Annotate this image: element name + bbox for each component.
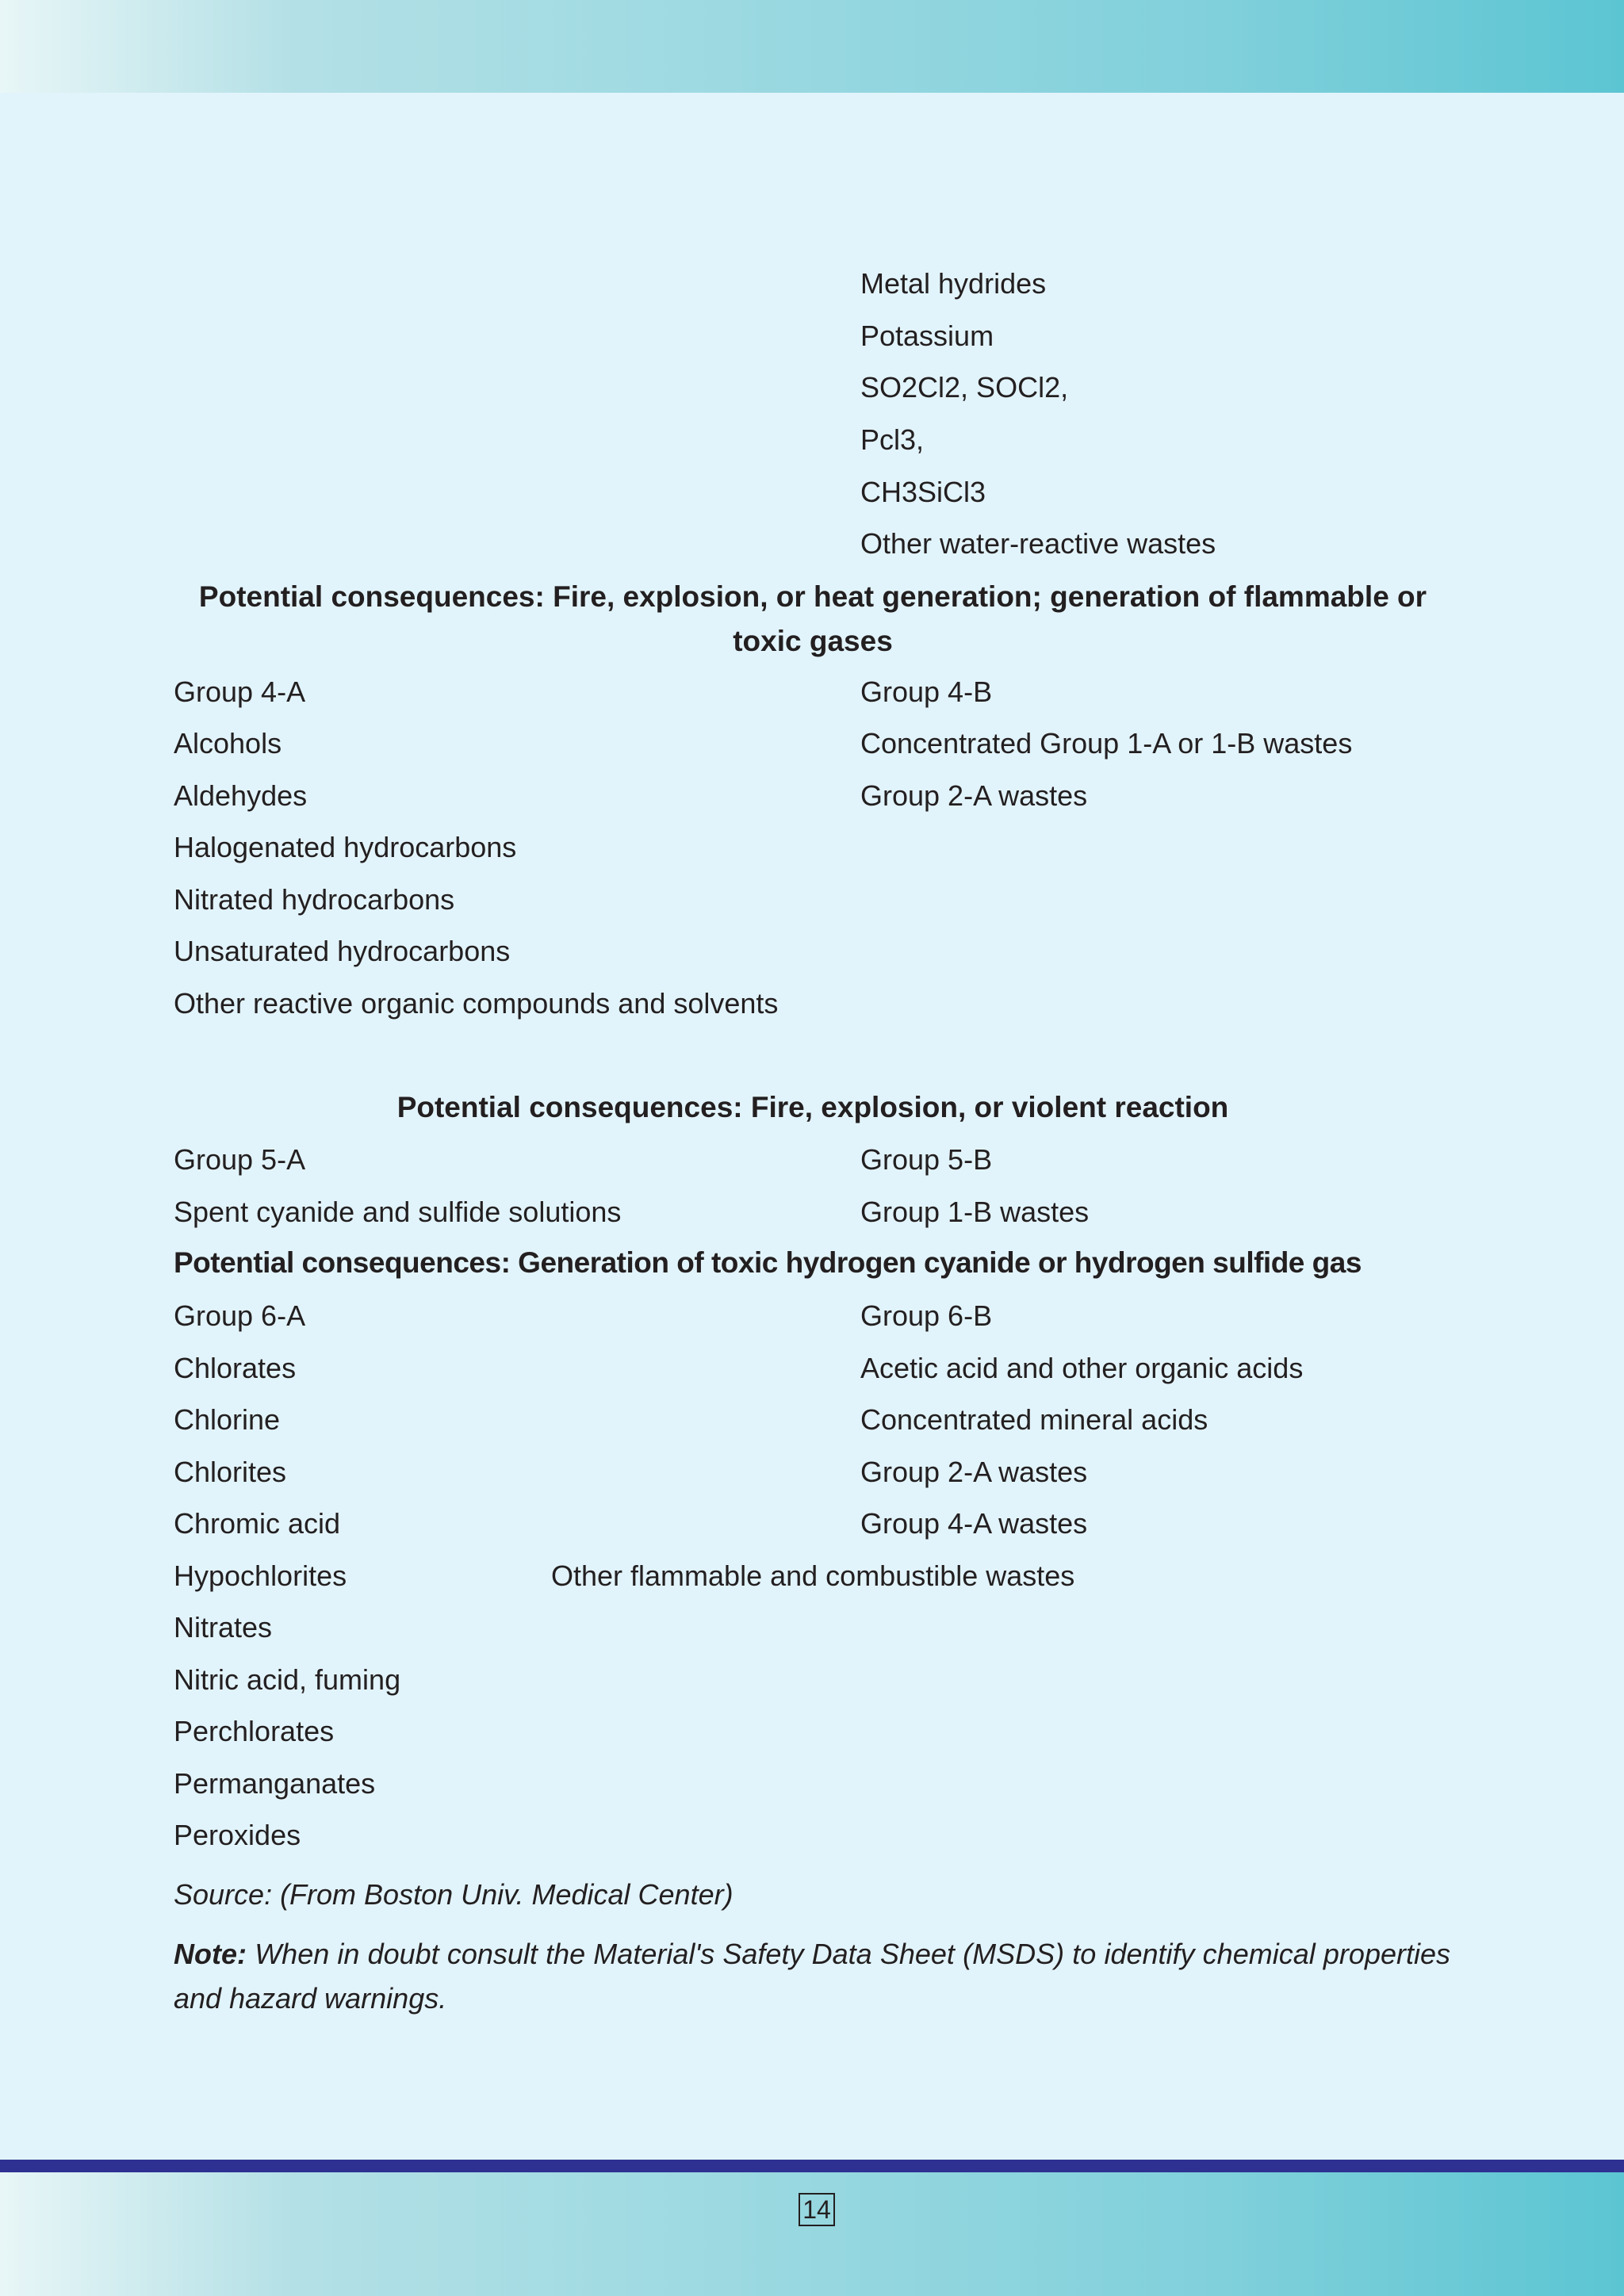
list-item: Chlorine: [174, 1403, 281, 1436]
list-item: Pcl3,: [860, 423, 925, 456]
list-item: Concentrated mineral acids: [860, 1403, 1208, 1436]
list-item: Nitrates: [174, 1611, 273, 1644]
list-item: Other water-reactive wastes: [860, 527, 1216, 560]
list-item: Group 5-B: [860, 1143, 993, 1176]
list-item: Peroxides: [174, 1819, 301, 1851]
list-item: Group 6-B: [860, 1299, 993, 1332]
list-item: Unsaturated hydrocarbons: [174, 935, 511, 967]
list-item: Group 5-A: [174, 1143, 306, 1176]
list-item: Potassium: [860, 320, 994, 352]
list-item: Chlorites: [174, 1456, 287, 1488]
list-item: Nitrated hydrocarbons: [174, 883, 455, 916]
list-item: Permanganates: [174, 1767, 376, 1800]
list-item: Perchlorates: [174, 1715, 335, 1747]
list-item: Metal hydrides: [860, 267, 1047, 300]
list-item: Group 2-A wastes: [860, 1456, 1088, 1488]
list-item: Chromic acid: [174, 1507, 341, 1540]
list-item: Spent cyanide and sulfide solutions: [174, 1196, 622, 1228]
list-item: Group 1-B wastes: [860, 1196, 1090, 1228]
list-item: Nitric acid, fuming: [174, 1663, 401, 1696]
section-heading: Potential consequences: Fire, explosion, or violent reaction: [396, 1091, 1229, 1123]
list-item: Group 4-B: [860, 675, 993, 708]
note-paragraph: [174, 1932, 1450, 2021]
list-item: Chlorates: [174, 1352, 297, 1384]
list-item: Hypochlorites: [174, 1559, 347, 1592]
note-text: When in doubt consult the Material's Safety Data Sheet (MSDS) to identify chemical properties and hazard warnings.: [174, 1938, 1450, 2015]
list-item: Aldehydes: [174, 779, 308, 812]
note-label: Note:: [174, 1938, 247, 1970]
list-item: Other reactive organic compounds and solvents: [174, 987, 779, 1020]
header-band: [0, 0, 1624, 93]
list-item: Group 6-A: [174, 1299, 306, 1332]
list-item: SO2Cl2, SOCl2,: [860, 371, 1069, 404]
list-item: Halogenated hydrocarbons: [174, 831, 517, 863]
list-item: Group 4-A wastes: [860, 1507, 1088, 1540]
list-item: Concentrated Group 1-A or 1-B wastes: [860, 727, 1353, 760]
footer-band: [0, 2172, 1624, 2296]
list-item: Alcohols: [174, 727, 282, 760]
list-item: Other flammable and combustible wastes: [551, 1559, 1075, 1592]
source-citation: Source: (From Boston Univ. Medical Center): [174, 1878, 733, 1911]
list-item: Group 2-A wastes: [860, 779, 1088, 812]
page-number: 14: [799, 2193, 835, 2226]
section-heading: Potential consequences: Generation of toxic hydrogen cyanide or hydrogen sulfide gas: [174, 1246, 1362, 1279]
section-heading: Potential consequences: Fire, explosion, or heat generation; generation of flammable or toxic gases: [198, 580, 1427, 657]
list-item: Acetic acid and other organic acids: [860, 1352, 1304, 1384]
list-item: Group 4-A: [174, 675, 306, 708]
list-item: CH3SiCl3: [860, 476, 986, 508]
footer-rule: [0, 2160, 1624, 2172]
